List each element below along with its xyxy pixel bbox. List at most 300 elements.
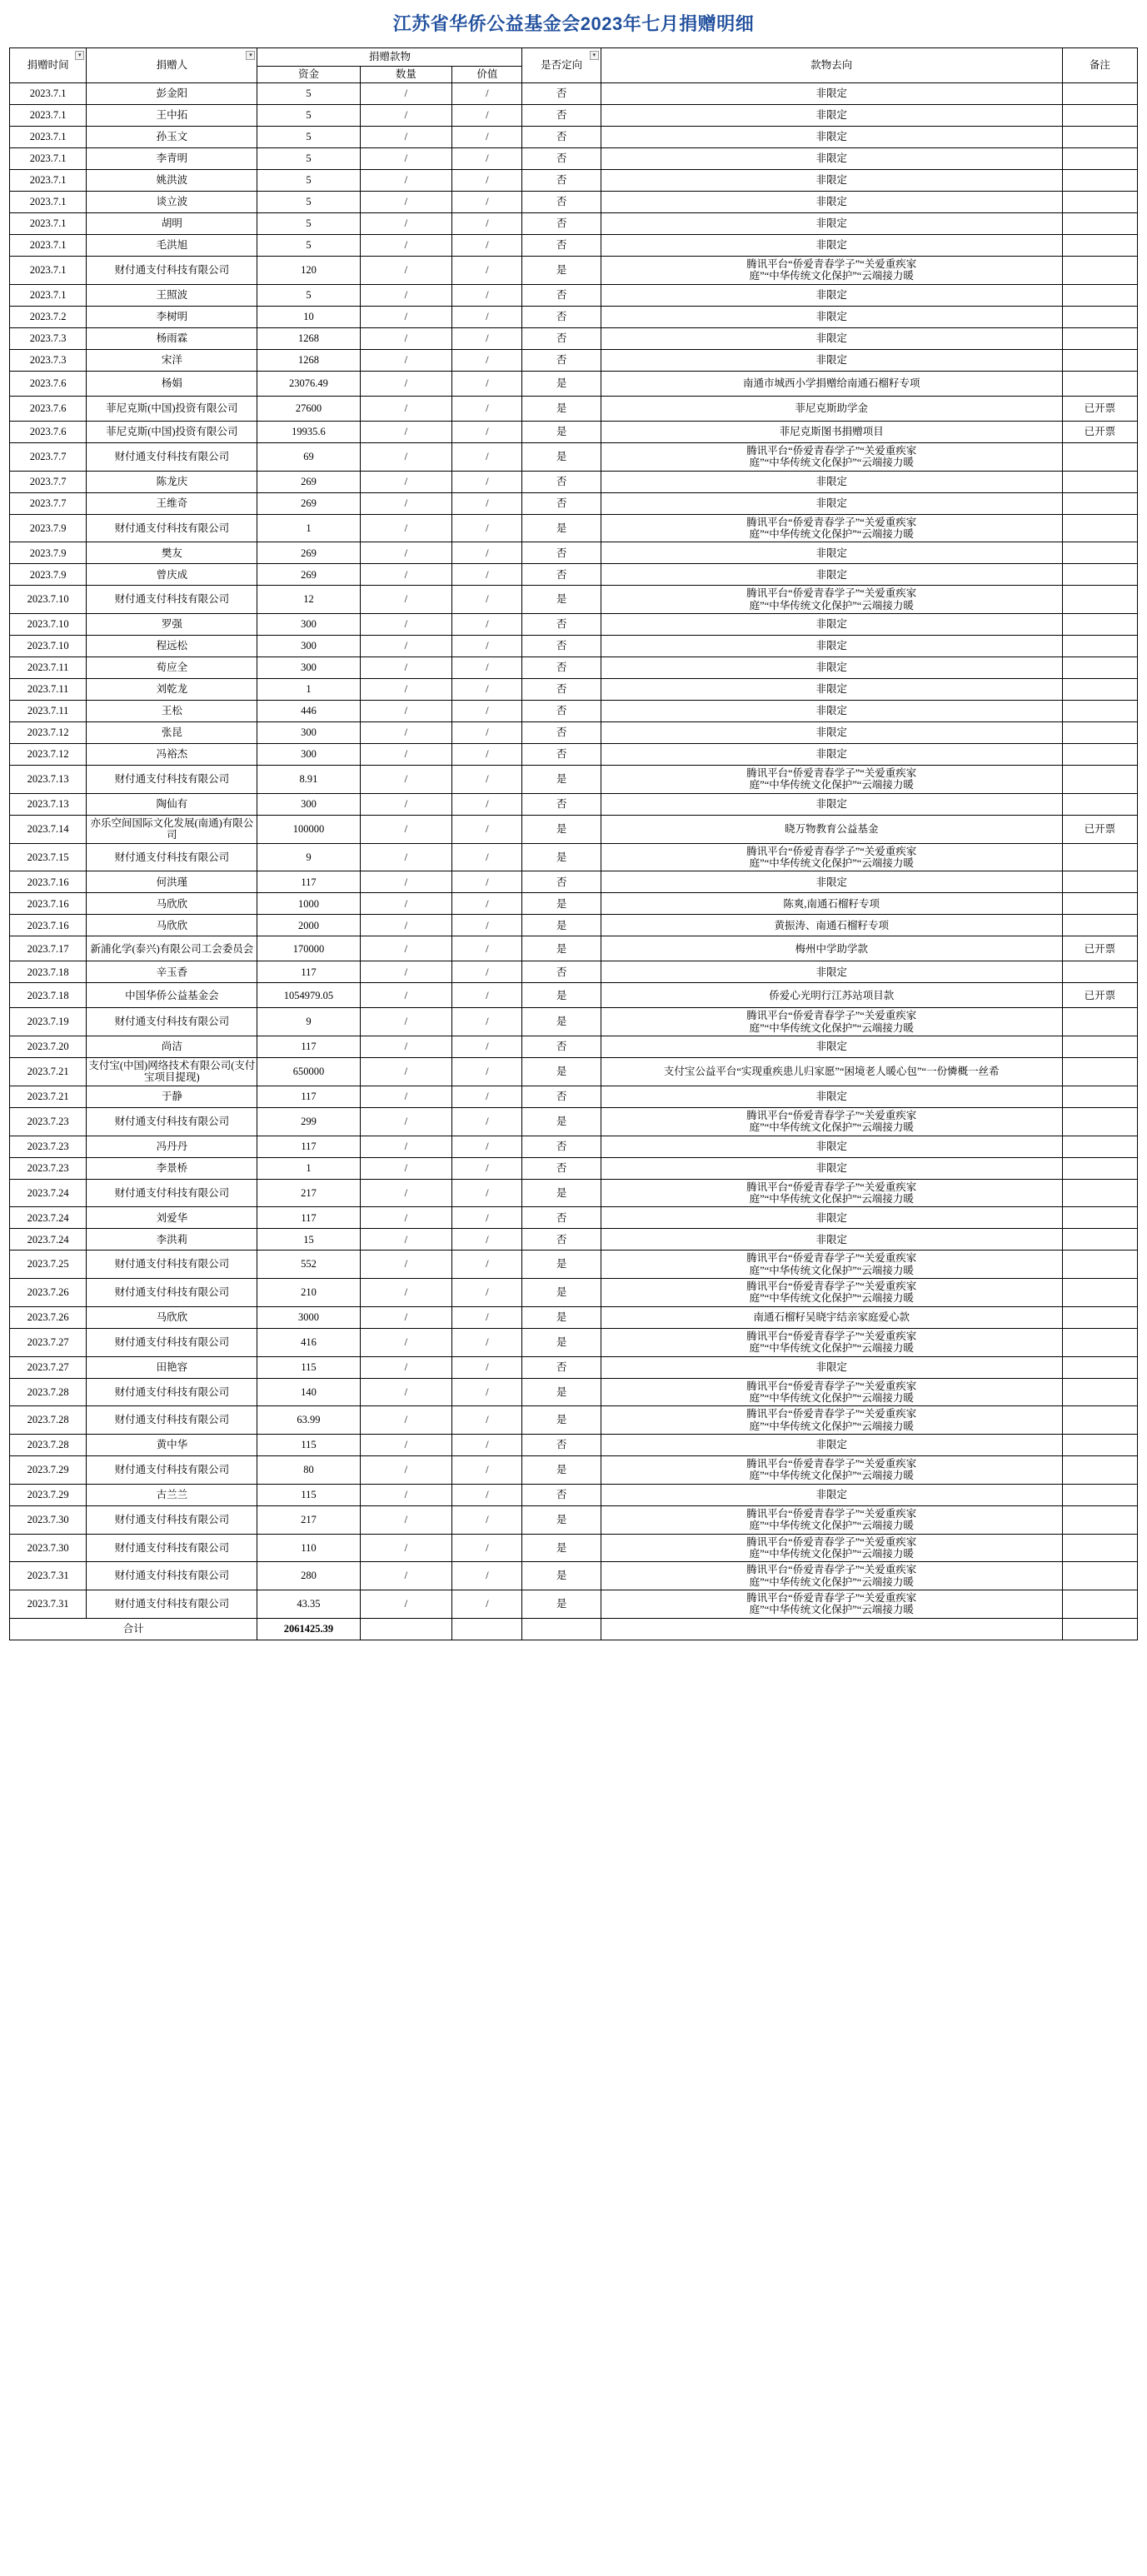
cell-quantity: /: [360, 936, 452, 961]
table-row: [10, 542, 1138, 564]
cell-value: /: [452, 1534, 522, 1562]
cell-donor: 古兰兰: [87, 1484, 257, 1505]
cell-is-designated: 否: [522, 213, 601, 235]
cell-donate-time: 2023.7.7: [10, 471, 87, 492]
cell-value: /: [452, 793, 522, 815]
cell-usage: 腾讯平台“侨爱青春学子”“关爱重疾家 庭”“中华传统文化保护”“云端接力暖: [601, 1251, 1062, 1279]
cell-quantity: /: [360, 1505, 452, 1534]
cell-value: /: [452, 871, 522, 893]
cell-is-designated: 否: [522, 1207, 601, 1229]
cell-donor: 财付通支付科技有限公司: [87, 1406, 257, 1435]
cell-donate-time: 2023.7.16: [10, 915, 87, 936]
cell-note: [1062, 636, 1137, 657]
cell-usage: 非限定: [601, 213, 1062, 235]
cell-donor: 财付通支付科技有限公司: [87, 1008, 257, 1036]
cell-usage: 非限定: [601, 471, 1062, 492]
column-header-donate-time[interactable]: 捐赠时间 ▾: [10, 48, 87, 83]
total-usage: [601, 1618, 1062, 1640]
cell-usage: 非限定: [601, 1435, 1062, 1456]
cell-is-designated: 是: [522, 815, 601, 843]
cell-donate-time: 2023.7.30: [10, 1505, 87, 1534]
cell-quantity: /: [360, 1179, 452, 1207]
cell-note: [1062, 793, 1137, 815]
cell-donate-time: 2023.7.1: [10, 170, 87, 192]
cell-money: 5: [257, 170, 360, 192]
cell-donor: 何洪瑾: [87, 871, 257, 893]
cell-usage: 非限定: [601, 105, 1062, 127]
cell-quantity: /: [360, 492, 452, 514]
cell-usage: 腾讯平台“侨爱青春学子”“关爱重疾家 庭”“中华传统文化保护”“云端接力暖: [601, 1590, 1062, 1619]
table-row: [10, 793, 1138, 815]
cell-value: /: [452, 1157, 522, 1179]
table-row: [10, 1136, 1138, 1157]
cell-quantity: /: [360, 722, 452, 744]
cell-donor: 财付通支付科技有限公司: [87, 514, 257, 542]
cell-is-designated: 否: [522, 1036, 601, 1058]
cell-quantity: /: [360, 105, 452, 127]
table-row: [10, 1179, 1138, 1207]
column-header-donor[interactable]: 捐赠人 ▾: [87, 48, 257, 83]
cell-value: /: [452, 657, 522, 679]
cell-quantity: /: [360, 1484, 452, 1505]
cell-quantity: /: [360, 1251, 452, 1279]
cell-value: /: [452, 1456, 522, 1485]
cell-usage: 非限定: [601, 349, 1062, 371]
cell-quantity: /: [360, 1058, 452, 1086]
table-row: [10, 471, 1138, 492]
cell-donate-time: 2023.7.31: [10, 1562, 87, 1590]
cell-money: 3000: [257, 1306, 360, 1328]
cell-value: /: [452, 1378, 522, 1406]
cell-value: /: [452, 235, 522, 257]
cell-quantity: /: [360, 1328, 452, 1356]
cell-note: [1062, 148, 1137, 170]
cell-donor: 李青明: [87, 148, 257, 170]
cell-donor: 财付通支付科技有限公司: [87, 1505, 257, 1534]
cell-donate-time: 2023.7.28: [10, 1378, 87, 1406]
cell-donor: 马欣欣: [87, 915, 257, 936]
cell-quantity: /: [360, 1378, 452, 1406]
cell-quantity: /: [360, 421, 452, 442]
cell-is-designated: 是: [522, 936, 601, 961]
cell-money: 5: [257, 127, 360, 148]
cell-quantity: /: [360, 1136, 452, 1157]
cell-usage: 腾讯平台“侨爱青春学子”“关爱重疾家 庭”“中华传统文化保护”“云端接力暖: [601, 1179, 1062, 1207]
cell-quantity: /: [360, 1562, 452, 1590]
cell-donate-time: 2023.7.23: [10, 1157, 87, 1179]
cell-usage: 非限定: [601, 306, 1062, 327]
table-body: [10, 83, 1138, 1619]
cell-quantity: /: [360, 327, 452, 349]
cell-is-designated: 否: [522, 1435, 601, 1456]
cell-donor: 财付通支付科技有限公司: [87, 1279, 257, 1307]
cell-note: [1062, 1279, 1137, 1307]
cell-usage: 非限定: [601, 657, 1062, 679]
cell-donate-time: 2023.7.21: [10, 1058, 87, 1086]
cell-donate-time: 2023.7.25: [10, 1251, 87, 1279]
cell-usage: 非限定: [601, 284, 1062, 306]
cell-note: [1062, 1590, 1137, 1619]
table-row: [10, 679, 1138, 701]
cell-money: 170000: [257, 936, 360, 961]
cell-quantity: /: [360, 1008, 452, 1036]
cell-note: [1062, 192, 1137, 213]
cell-is-designated: 否: [522, 744, 601, 766]
cell-money: 9: [257, 1008, 360, 1036]
table-row: [10, 349, 1138, 371]
cell-value: /: [452, 936, 522, 961]
cell-donate-time: 2023.7.18: [10, 961, 87, 983]
table-row: [10, 915, 1138, 936]
cell-is-designated: 否: [522, 679, 601, 701]
page-title: 江苏省华侨公益基金会2023年七月捐赠明细: [392, 13, 755, 34]
total-label: 合计: [10, 1618, 257, 1640]
cell-is-designated: 是: [522, 257, 601, 285]
cell-quantity: /: [360, 396, 452, 421]
cell-usage: 非限定: [601, 961, 1062, 983]
column-header-donation-group: 捐赠款物: [257, 48, 522, 67]
table-row: [10, 284, 1138, 306]
cell-donate-time: 2023.7.1: [10, 148, 87, 170]
cell-note: [1062, 492, 1137, 514]
cell-donate-time: 2023.7.29: [10, 1484, 87, 1505]
cell-is-designated: 否: [522, 148, 601, 170]
table-row: [10, 1505, 1138, 1534]
cell-donate-time: 2023.7.1: [10, 192, 87, 213]
cell-donor: 张昆: [87, 722, 257, 744]
cell-value: /: [452, 1562, 522, 1590]
cell-donor: 财付通支付科技有限公司: [87, 1378, 257, 1406]
cell-value: /: [452, 722, 522, 744]
cell-value: /: [452, 636, 522, 657]
column-header-note: 备注: [1062, 48, 1137, 83]
cell-note: 已开票: [1062, 421, 1137, 442]
cell-donate-time: 2023.7.23: [10, 1136, 87, 1157]
cell-donate-time: 2023.7.27: [10, 1328, 87, 1356]
cell-usage: 腾讯平台“侨爱青春学子”“关爱重疾家 庭”“中华传统文化保护”“云端接力暖: [601, 1008, 1062, 1036]
cell-value: /: [452, 983, 522, 1008]
cell-is-designated: 是: [522, 1505, 601, 1534]
cell-value: /: [452, 514, 522, 542]
filter-dropdown-icon[interactable]: ▾: [246, 51, 255, 60]
cell-is-designated: 是: [522, 514, 601, 542]
cell-donor: 菲尼克斯(中国)投资有限公司: [87, 421, 257, 442]
cell-donor: 黄中华: [87, 1435, 257, 1456]
cell-note: [1062, 843, 1137, 871]
cell-quantity: /: [360, 170, 452, 192]
cell-is-designated: 否: [522, 793, 601, 815]
total-designated: [522, 1618, 601, 1640]
cell-value: /: [452, 442, 522, 471]
cell-note: [1062, 306, 1137, 327]
cell-quantity: /: [360, 961, 452, 983]
cell-donor: 陶仙有: [87, 793, 257, 815]
cell-money: 15: [257, 1229, 360, 1251]
cell-usage: 黄振涛、南通石榴籽专项: [601, 915, 1062, 936]
cell-quantity: /: [360, 915, 452, 936]
cell-is-designated: 否: [522, 1136, 601, 1157]
cell-donate-time: 2023.7.9: [10, 564, 87, 586]
table-row: [10, 170, 1138, 192]
cell-money: 117: [257, 961, 360, 983]
cell-quantity: /: [360, 843, 452, 871]
cell-money: 69: [257, 442, 360, 471]
table-row: [10, 893, 1138, 915]
cell-donor: 樊友: [87, 542, 257, 564]
cell-donate-time: 2023.7.18: [10, 983, 87, 1008]
cell-is-designated: 是: [522, 1306, 601, 1328]
cell-is-designated: 是: [522, 766, 601, 794]
cell-quantity: /: [360, 83, 452, 105]
cell-quantity: /: [360, 701, 452, 722]
cell-money: 300: [257, 744, 360, 766]
cell-donate-time: 2023.7.1: [10, 83, 87, 105]
cell-quantity: /: [360, 1229, 452, 1251]
cell-money: 269: [257, 471, 360, 492]
cell-money: 269: [257, 492, 360, 514]
cell-value: /: [452, 1179, 522, 1207]
cell-donate-time: 2023.7.17: [10, 936, 87, 961]
cell-note: [1062, 679, 1137, 701]
cell-money: 300: [257, 657, 360, 679]
table-row: [10, 1590, 1138, 1619]
filter-dropdown-icon[interactable]: ▾: [75, 51, 84, 60]
cell-donate-time: 2023.7.7: [10, 492, 87, 514]
cell-value: /: [452, 1058, 522, 1086]
cell-usage: 菲尼克斯图书捐赠项目: [601, 421, 1062, 442]
total-value: 2061425.39: [257, 1618, 360, 1640]
cell-value: /: [452, 586, 522, 614]
cell-donate-time: 2023.7.24: [10, 1229, 87, 1251]
cell-usage: 非限定: [601, 793, 1062, 815]
cell-quantity: /: [360, 542, 452, 564]
cell-usage: 侨爱心光明行江苏站项目款: [601, 983, 1062, 1008]
cell-quantity: /: [360, 614, 452, 636]
cell-donor: 李景桥: [87, 1157, 257, 1179]
cell-donor: 财付通支付科技有限公司: [87, 257, 257, 285]
cell-value: /: [452, 1136, 522, 1157]
cell-money: 110: [257, 1534, 360, 1562]
cell-is-designated: 否: [522, 1086, 601, 1107]
cell-donor: 宋洋: [87, 349, 257, 371]
cell-money: 280: [257, 1562, 360, 1590]
cell-donor: 程远松: [87, 636, 257, 657]
table-row: [10, 192, 1138, 213]
cell-donor: 荀应全: [87, 657, 257, 679]
cell-is-designated: 是: [522, 1456, 601, 1485]
cell-value: /: [452, 893, 522, 915]
cell-donate-time: 2023.7.21: [10, 1086, 87, 1107]
table-row: [10, 105, 1138, 127]
cell-is-designated: 否: [522, 1229, 601, 1251]
cell-usage: 腾讯平台“侨爱青春学子”“关爱重疾家 庭”“中华传统文化保护”“云端接力暖: [601, 586, 1062, 614]
cell-donor: 王松: [87, 701, 257, 722]
cell-money: 1: [257, 1157, 360, 1179]
cell-is-designated: 否: [522, 722, 601, 744]
cell-donate-time: 2023.7.6: [10, 396, 87, 421]
cell-note: [1062, 327, 1137, 349]
cell-donor: 于静: [87, 1086, 257, 1107]
cell-note: [1062, 170, 1137, 192]
cell-donate-time: 2023.7.9: [10, 542, 87, 564]
cell-usage: 腾讯平台“侨爱青春学子”“关爱重疾家 庭”“中华传统文化保护”“云端接力暖: [601, 257, 1062, 285]
cell-money: 300: [257, 793, 360, 815]
cell-quantity: /: [360, 564, 452, 586]
table-row: [10, 235, 1138, 257]
cell-value: /: [452, 843, 522, 871]
cell-quantity: /: [360, 744, 452, 766]
cell-usage: 腾讯平台“侨爱青春学子”“关爱重疾家 庭”“中华传统文化保护”“云端接力暖: [601, 1107, 1062, 1136]
cell-donate-time: 2023.7.30: [10, 1534, 87, 1562]
cell-money: 210: [257, 1279, 360, 1307]
cell-usage: 陈爽,南通石榴籽专项: [601, 893, 1062, 915]
cell-value: /: [452, 815, 522, 843]
cell-money: 300: [257, 722, 360, 744]
table-row: [10, 83, 1138, 105]
cell-donate-time: 2023.7.6: [10, 421, 87, 442]
table-row: [10, 442, 1138, 471]
cell-usage: 腾讯平台“侨爱青春学子”“关爱重疾家 庭”“中华传统文化保护”“云端接力暖: [601, 1406, 1062, 1435]
cell-quantity: /: [360, 657, 452, 679]
cell-is-designated: 是: [522, 1406, 601, 1435]
cell-usage: 非限定: [601, 1036, 1062, 1058]
cell-donor: 财付通支付科技有限公司: [87, 1456, 257, 1485]
cell-value: /: [452, 396, 522, 421]
cell-note: [1062, 1157, 1137, 1179]
cell-money: 269: [257, 564, 360, 586]
cell-usage: 非限定: [601, 1356, 1062, 1378]
cell-is-designated: 否: [522, 542, 601, 564]
cell-money: 9: [257, 843, 360, 871]
cell-donor: 姚洪波: [87, 170, 257, 192]
cell-note: [1062, 471, 1137, 492]
cell-note: [1062, 657, 1137, 679]
cell-note: [1062, 1306, 1137, 1328]
cell-money: 5: [257, 105, 360, 127]
cell-quantity: /: [360, 471, 452, 492]
cell-value: /: [452, 564, 522, 586]
table-row: [10, 1406, 1138, 1435]
cell-donate-time: 2023.7.15: [10, 843, 87, 871]
cell-quantity: /: [360, 1036, 452, 1058]
cell-quantity: /: [360, 871, 452, 893]
filter-dropdown-icon[interactable]: ▾: [590, 51, 599, 60]
cell-donor: 财付通支付科技有限公司: [87, 1179, 257, 1207]
cell-value: /: [452, 1008, 522, 1036]
cell-usage: 非限定: [601, 1086, 1062, 1107]
cell-is-designated: 是: [522, 915, 601, 936]
table-row: [10, 1251, 1138, 1279]
cell-donor: 新浦化学(泰兴)有限公司工会委员会: [87, 936, 257, 961]
table-row: [10, 1356, 1138, 1378]
cell-note: [1062, 722, 1137, 744]
cell-is-designated: 否: [522, 701, 601, 722]
cell-usage: 非限定: [601, 1484, 1062, 1505]
cell-is-designated: 否: [522, 105, 601, 127]
cell-money: 300: [257, 614, 360, 636]
cell-quantity: /: [360, 1157, 452, 1179]
column-header-is-designated[interactable]: 是否定向 ▾: [522, 48, 601, 83]
cell-donor: 曾庆成: [87, 564, 257, 586]
table-row: [10, 1036, 1138, 1058]
table-row: [10, 1086, 1138, 1107]
cell-value: /: [452, 327, 522, 349]
table-row: [10, 514, 1138, 542]
table-row: [10, 614, 1138, 636]
cell-usage: 非限定: [601, 1207, 1062, 1229]
cell-value: /: [452, 284, 522, 306]
cell-is-designated: 是: [522, 442, 601, 471]
cell-usage: 非限定: [601, 492, 1062, 514]
cell-money: 5: [257, 192, 360, 213]
cell-quantity: /: [360, 1534, 452, 1562]
table-row: [10, 983, 1138, 1008]
cell-value: /: [452, 1356, 522, 1378]
cell-donor: 胡明: [87, 213, 257, 235]
cell-quantity: /: [360, 257, 452, 285]
table-row: [10, 961, 1138, 983]
cell-money: 269: [257, 542, 360, 564]
cell-is-designated: 是: [522, 1590, 601, 1619]
cell-quantity: /: [360, 983, 452, 1008]
cell-value: /: [452, 1086, 522, 1107]
cell-donor: 中国华侨公益基金会: [87, 983, 257, 1008]
cell-donate-time: 2023.7.31: [10, 1590, 87, 1619]
cell-note: [1062, 1008, 1137, 1036]
cell-donate-time: 2023.7.24: [10, 1179, 87, 1207]
cell-value: /: [452, 1229, 522, 1251]
cell-donate-time: 2023.7.1: [10, 127, 87, 148]
cell-donate-time: 2023.7.7: [10, 442, 87, 471]
cell-note: [1062, 1435, 1137, 1456]
cell-usage: 支付宝公益平台“实现重疾患儿归家愿”“困境老人暖心包”“一份憐概一丝希: [601, 1058, 1062, 1086]
cell-donate-time: 2023.7.11: [10, 701, 87, 722]
cell-note: [1062, 614, 1137, 636]
cell-money: 117: [257, 1086, 360, 1107]
cell-donate-time: 2023.7.9: [10, 514, 87, 542]
table-row: [10, 1229, 1138, 1251]
cell-usage: 非限定: [601, 871, 1062, 893]
cell-note: [1062, 1229, 1137, 1251]
cell-donate-time: 2023.7.1: [10, 284, 87, 306]
cell-value: /: [452, 349, 522, 371]
cell-quantity: /: [360, 1435, 452, 1456]
cell-donate-time: 2023.7.12: [10, 722, 87, 744]
cell-note: [1062, 1505, 1137, 1534]
cell-donate-time: 2023.7.26: [10, 1306, 87, 1328]
cell-donor: 财付通支付科技有限公司: [87, 586, 257, 614]
cell-donor: 马欣欣: [87, 893, 257, 915]
cell-quantity: /: [360, 1356, 452, 1378]
table-row: [10, 586, 1138, 614]
cell-donate-time: 2023.7.2: [10, 306, 87, 327]
cell-is-designated: 否: [522, 614, 601, 636]
cell-money: 5: [257, 213, 360, 235]
cell-money: 117: [257, 1136, 360, 1157]
cell-donor: 彭金阳: [87, 83, 257, 105]
cell-value: /: [452, 1435, 522, 1456]
cell-usage: 非限定: [601, 744, 1062, 766]
column-header-usage: 款物去向: [601, 48, 1062, 83]
cell-quantity: /: [360, 284, 452, 306]
cell-note: [1062, 349, 1137, 371]
cell-donor: 财付通支付科技有限公司: [87, 442, 257, 471]
cell-donor: 辛玉香: [87, 961, 257, 983]
cell-note: [1062, 213, 1137, 235]
cell-note: [1062, 893, 1137, 915]
cell-note: 已开票: [1062, 815, 1137, 843]
total-value-col: [452, 1618, 522, 1640]
